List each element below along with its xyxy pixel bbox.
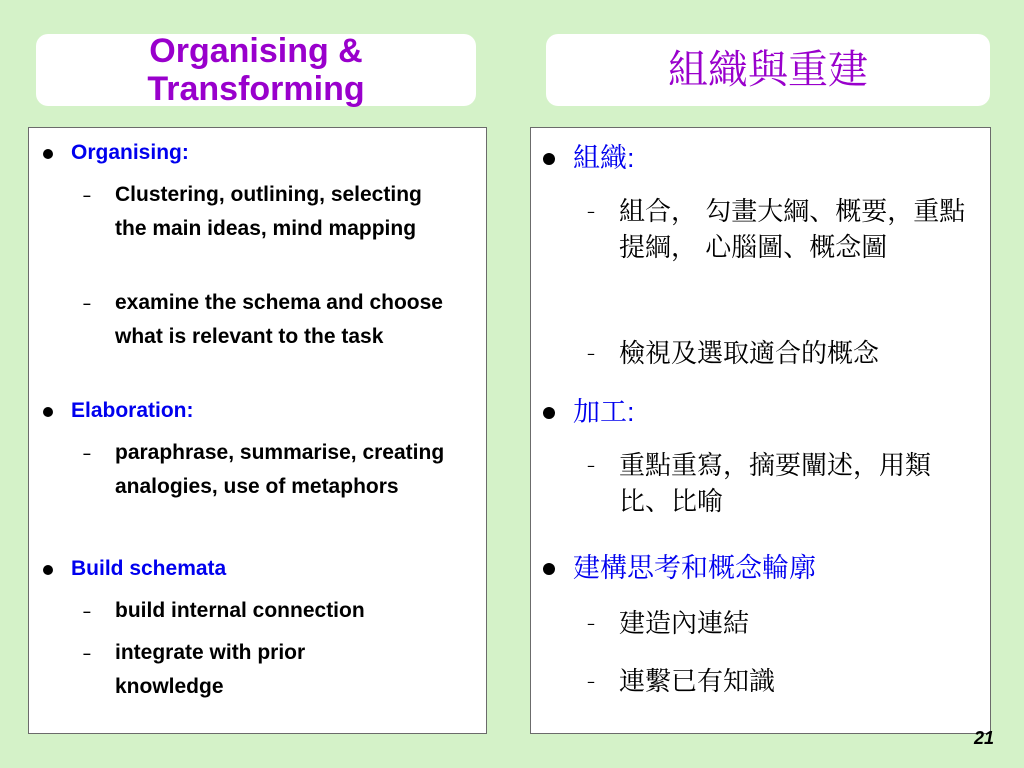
sub-item-text: paraphrase, summarise, creating analogies, use of metaphors: [115, 441, 445, 498]
page-number: 21: [973, 728, 994, 748]
dash-symbol: –: [83, 603, 91, 619]
sub-item-text: 連繫已有知識: [619, 667, 776, 697]
sub-bullet: [587, 194, 987, 266]
bullet-dot-icon: [43, 565, 53, 575]
sub-bullet: [83, 286, 463, 354]
bullet-zh-schemata: [543, 552, 816, 584]
sub-item-text: 建造內連結: [619, 609, 750, 639]
bullet-dot-icon: [43, 407, 53, 417]
dash-symbol: –: [83, 295, 91, 311]
bullet-dot-icon: [543, 407, 555, 419]
sub-bullet: [587, 336, 987, 372]
sub-bullet: [587, 664, 987, 700]
bullet-zh-elaboration: [543, 396, 635, 428]
sub-bullet: [83, 636, 463, 704]
section-heading: 組織:: [573, 143, 635, 173]
sub-item-text: build internal connection: [115, 599, 365, 622]
sub-item-text: 重點重寫，摘要闡述，用類比、比喻: [619, 451, 932, 517]
sub-bullet: [83, 178, 453, 246]
bullet-elaboration: [43, 398, 194, 424]
section-heading: Build schemata: [71, 557, 227, 580]
dash-symbol: –: [83, 645, 91, 661]
bullet-build-schemata: [43, 556, 226, 582]
dash-symbol: –: [587, 202, 595, 221]
sub-bullet: [587, 606, 987, 642]
dash-symbol: –: [587, 672, 595, 691]
dash-symbol: –: [83, 445, 91, 461]
section-heading: 加工:: [573, 397, 635, 427]
bullet-zh-organising: [543, 142, 635, 174]
bullet-dot-icon: [43, 149, 53, 159]
bullet-organising: [43, 140, 189, 166]
english-title-box: [36, 34, 476, 106]
section-heading: 建構思考和概念輪廓: [573, 553, 816, 583]
sub-item-text: examine the schema and choose what is relevant to the task: [115, 291, 443, 348]
sub-bullet: [83, 436, 463, 504]
english-content-panel: [28, 127, 487, 734]
chinese-title-box: [546, 34, 990, 106]
section-heading: Organising:: [71, 141, 189, 164]
dash-symbol: –: [587, 614, 595, 633]
sub-item-text: integrate with prior knowledge: [115, 641, 306, 698]
english-title: Organising & Transforming: [147, 32, 365, 108]
sub-bullet: [83, 594, 463, 628]
chinese-content-panel: [530, 127, 991, 734]
chinese-title: 組織與重建: [668, 47, 868, 93]
dash-symbol: –: [587, 344, 595, 363]
sub-item-text: Clustering, outlining, selecting the main ideas, mind mapping: [115, 183, 422, 240]
section-heading: Elaboration:: [71, 399, 194, 422]
bullet-dot-icon: [543, 563, 555, 575]
sub-bullet: [587, 448, 987, 520]
dash-symbol: –: [83, 187, 91, 203]
sub-item-text: 檢視及選取適合的概念: [619, 339, 880, 369]
sub-item-text: 組合， 勾畫大綱、概要，重點提綱， 心腦圖、概念圖: [619, 197, 966, 263]
bullet-dot-icon: [543, 153, 555, 165]
dash-symbol: –: [587, 456, 595, 475]
